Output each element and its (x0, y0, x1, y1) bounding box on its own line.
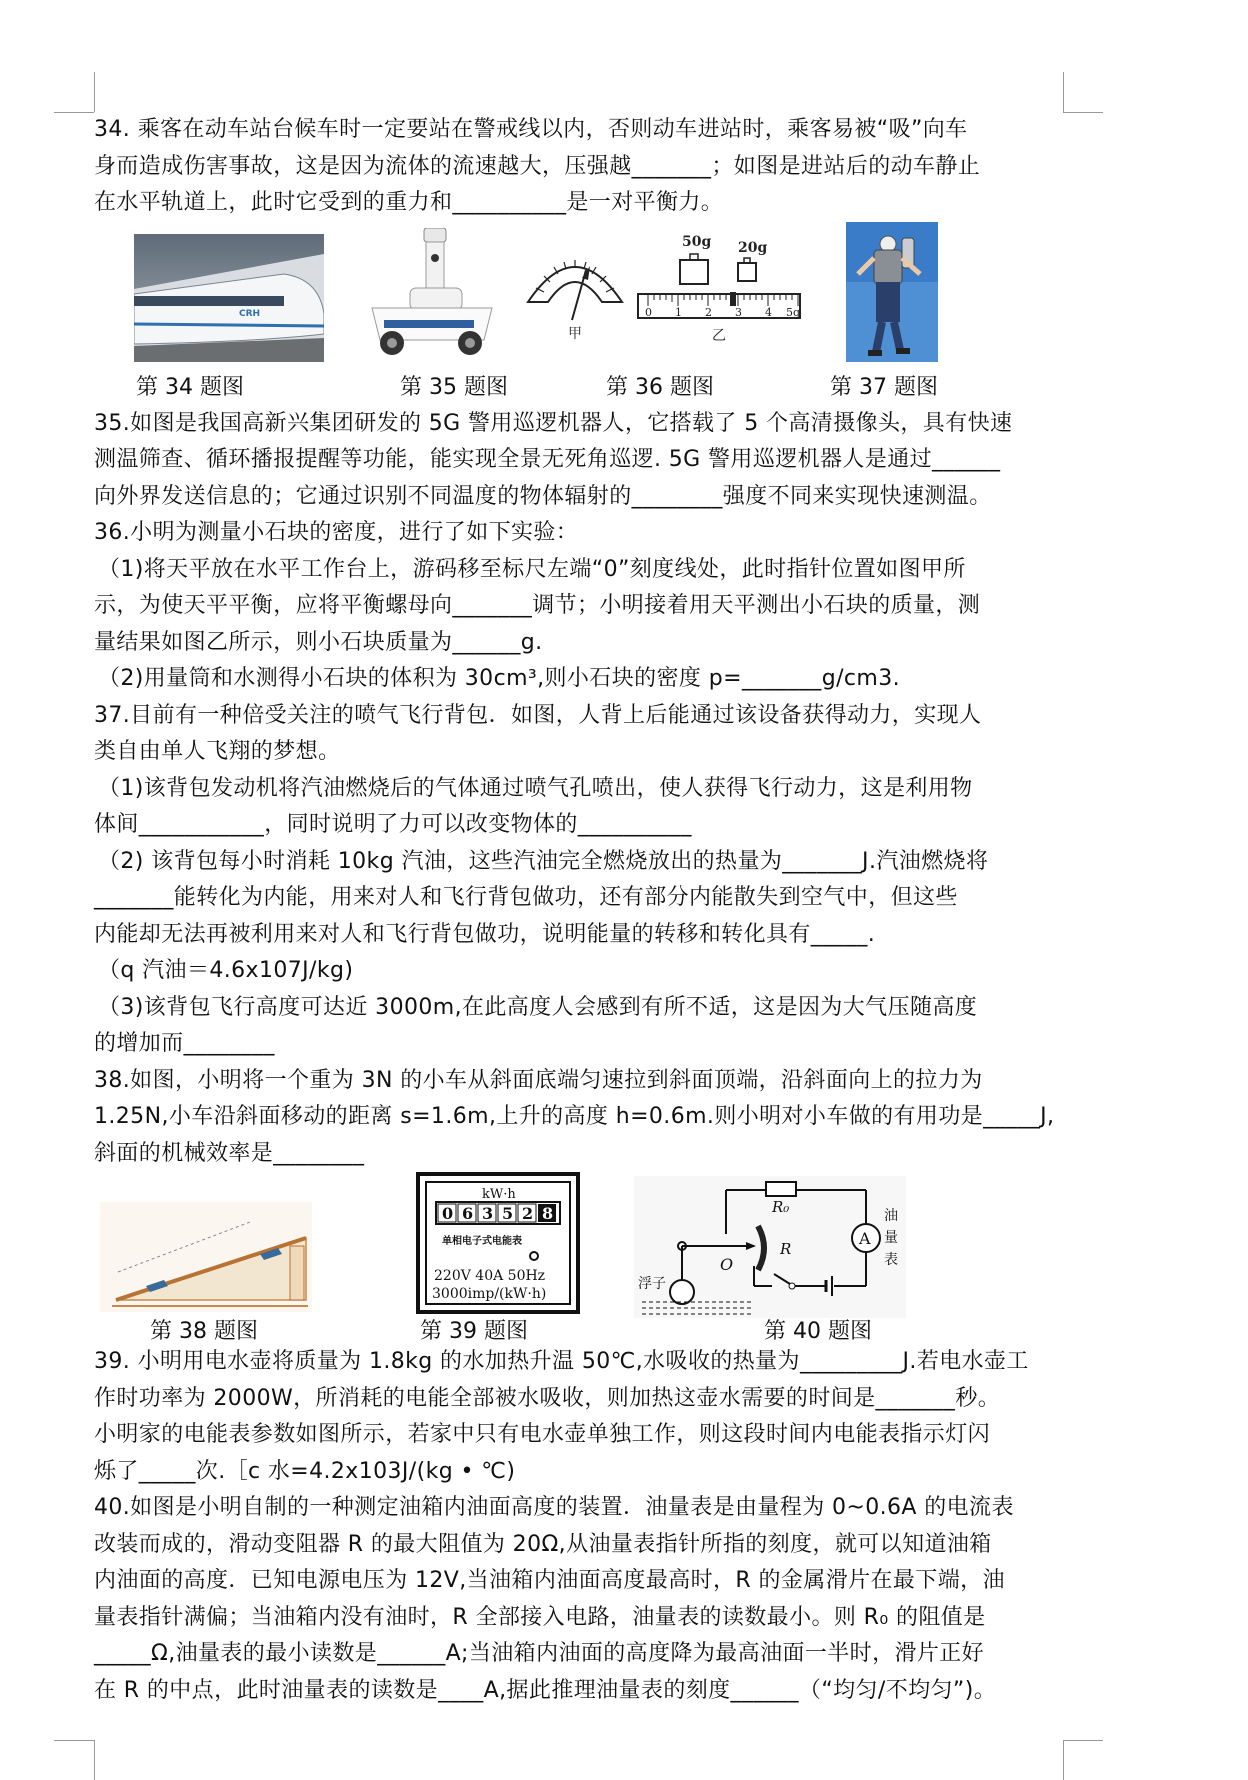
margin-mark (1063, 1740, 1064, 1780)
margin-mark (1063, 1740, 1103, 1741)
ruler-label: 乙 (712, 327, 726, 344)
question-38 (94, 1063, 1069, 1173)
margin-mark (1063, 72, 1064, 112)
margin-mark (54, 1740, 94, 1741)
question-35 (94, 406, 1069, 516)
text-line: 测温筛查、循环播报提醒等功能，能实现全景无死角巡逻. 5G 警用巡逻机器人是通过______ (94, 447, 1001, 472)
question-39 (94, 1344, 1069, 1490)
text-line: 向外界发送信息的；它通过识别不同温度的物体辐射的________强度不同来实现快速测温。 (94, 483, 992, 509)
caption-37: 第 37 题图 (830, 374, 938, 400)
text-line: 的增加而________ (94, 1031, 275, 1056)
meter-digit: 3 (482, 1204, 494, 1223)
ruler-tick-label: 0 (645, 305, 652, 319)
meter-unit: kW·h (482, 1187, 516, 1202)
text-line: 38.如图，小明将一个重为 3N 的小车从斜面底端匀速拉到斜面顶端，沿斜面向上的拉力为 (94, 1067, 983, 1093)
energy-meter-figure (416, 1172, 580, 1314)
text-line: 体间___________，同时说明了力可以改变物体的__________ (94, 812, 692, 837)
question-36 (94, 515, 1069, 698)
weights-ruler-figure (634, 230, 804, 346)
text-line: 37.目前有一种倍受关注的喷气飞行背包．如图，人背上后能通过该设备获得动力，实现人 (94, 702, 982, 728)
question-34 (94, 112, 1069, 222)
caption-40: 第 40 题图 (764, 1319, 872, 1344)
meter-spec-1: 220V 40A 50Hz (434, 1268, 546, 1284)
weight-50g-label: 50g (682, 233, 712, 250)
balance-pointer-figure (522, 242, 628, 342)
text-line: 39. 小明用电水壶将质量为 1.8kg 的水加热升温 50℃,水吸收的热量为_________J.若电水壶工 (94, 1349, 1029, 1374)
jetpack-figure (846, 222, 938, 362)
ruler-tick-label: 5g (786, 305, 801, 319)
question-37 (94, 698, 1069, 1063)
text-line: _______能转化为内能，用来对人和飞行背包做功，还有部分内能散失到空气中，但这些 (94, 885, 958, 910)
caption-35: 第 35 题图 (400, 374, 508, 400)
text-line: 40.如图是小明自制的一种测定油箱内油面高度的装置．油量表是由量程为 0~0.6A 的电流表 (94, 1495, 1014, 1520)
margin-mark (94, 1740, 95, 1780)
text-line: 身而造成伤害事故，这是因为流体的流速越大，压强越_______；如图是进站后的动车静止 (94, 153, 981, 179)
train-logo: CRH (239, 308, 261, 319)
text-line: 内能却无法再被利用来对人和飞行背包做功，说明能量的转移和转化具有_____. (94, 921, 876, 947)
text-line: （2)用量筒和水测得小石块的体积为 30cm³,则小石块的密度 p=_______g/cm3. (98, 666, 900, 691)
text-line: 小明家的电能表参数如图所示，若家中只有电水壶单独工作，则这段时间内电能表指示灯闪 (94, 1422, 991, 1447)
gauge-char: 表 (884, 1252, 898, 1268)
text-line: 类自由单人飞翔的梦想。 (94, 739, 341, 764)
text-line: _____Ω,油量表的最小读数是______A;当油箱内油面的高度降为最高油面一半时，滑片正好 (94, 1641, 985, 1666)
meter-name: 单相电子式电能表 (442, 1236, 522, 1247)
text-line: （3)该背包飞行高度可达近 3000m,在此高度人会感到有所不适，这是因为大气压随高度 (98, 994, 978, 1020)
meter-digit: 6 (462, 1204, 474, 1223)
pivot-label: O (720, 1255, 734, 1274)
text-line: 在 R 的中点，此时油量表的读数是____A,据此推理油量表的刻度______（“均匀/不均匀”)。 (94, 1677, 997, 1703)
figure-row-38-40 (94, 1172, 1069, 1344)
train-figure (134, 234, 324, 362)
text-line: 35.如图是我国高新兴集团研发的 5G 警用巡逻机器人，它搭载了 5 个高清摄像头，具有快速 (94, 410, 1013, 436)
text-line: 34. 乘客在动车站台候车时一定要站在警戒线以内，否则动车进站时，乘客易被“吸”向车 (94, 117, 968, 142)
text-line: 36.小明为测量小石块的密度，进行了如下实验： (94, 520, 579, 545)
worksheet-page (94, 112, 1069, 1709)
robot-figure (362, 228, 502, 358)
text-line: （q 汽油＝4.6x107J/kg) (98, 958, 354, 983)
ruler-tick-label: 1 (675, 305, 682, 319)
ruler-tick-label: 2 (705, 305, 712, 319)
margin-mark (94, 72, 95, 112)
dial-label: 甲 (568, 325, 582, 342)
gauge-char: 量 (884, 1230, 898, 1246)
meter-digit: 2 (522, 1204, 534, 1223)
text-line: 作时功率为 2000W，所消耗的电能全部被水吸收，则加热这壶水需要的时间是_______秒。 (94, 1385, 1001, 1411)
margin-mark (54, 112, 94, 113)
incline-figure (100, 1202, 312, 1312)
text-line: 烁了_____次.［c 水=4.2x103J/(kg • ℃) (94, 1458, 516, 1484)
text-line: 量结果如图乙所示，则小石块质量为______g. (94, 629, 543, 655)
text-line: （2) 该背包每小时消耗 10kg 汽油，这些汽油完全燃烧放出的热量为_______J.汽油燃烧将 (98, 848, 989, 874)
meter-spec-2: 3000imp/(kW·h) (432, 1286, 547, 1302)
text-line: 示，为使天平平衡，应将平衡螺母向_______调节；小明接着用天平测出小石块的质量，测 (94, 593, 981, 618)
caption-39: 第 39 题图 (420, 1319, 528, 1344)
meter-digit: 5 (502, 1204, 514, 1223)
margin-mark (1063, 112, 1103, 113)
resistor-r0-label: R₀ (772, 1198, 790, 1216)
meter-digit: 8 (542, 1204, 554, 1223)
text-line: 量表指针满偏；当油箱内没有油时，R 全部接入电路，油量表的读数最小。则 R₀ 的阻值是 (94, 1604, 986, 1630)
float-label: 浮子 (638, 1276, 666, 1292)
caption-36: 第 36 题图 (606, 374, 714, 400)
text-line: （1)该背包发动机将汽油燃烧后的气体通过喷气孔喷出，使人获得飞行动力，这是利用物 (98, 775, 973, 801)
oil-gauge-circuit-figure (634, 1176, 906, 1318)
text-line: 斜面的机械效率是________ (94, 1140, 365, 1166)
caption-34: 第 34 题图 (136, 374, 244, 400)
ruler-tick-label: 3 (735, 305, 742, 319)
weight-20g-label: 20g (738, 239, 768, 256)
ruler-tick-label: 4 (765, 305, 772, 319)
text-line: （1)将天平放在水平工作台上，游码移至标尺左端“0”刻度线处，此时指针位置如图甲所 (98, 556, 966, 582)
figure-row-34-37 (94, 222, 1069, 406)
text-line: 在水平轨道上，此时它受到的重力和__________是一对平衡力。 (94, 190, 724, 215)
gauge-char: 油 (884, 1208, 898, 1224)
ammeter-symbol: A (859, 1229, 871, 1248)
text-line: 内油面的高度．已知电源电压为 12V,当油箱内油面高度最高时，R 的金属滑片在最下端，油 (94, 1568, 1005, 1593)
resistor-r-label: R (780, 1240, 792, 1258)
text-line: 1.25N,小车沿斜面移动的距离 s=1.6m,上升的高度 h=0.6m.则小明对小车做的有用功是_____J, (94, 1104, 1055, 1129)
question-40 (94, 1490, 1069, 1709)
caption-38: 第 38 题图 (150, 1319, 258, 1344)
text-line: 改装而成的，滑动变阻器 R 的最大阻值为 20Ω,从油量表指针所指的刻度，就可以知道油箱 (94, 1531, 992, 1557)
meter-digit: 0 (442, 1204, 454, 1223)
